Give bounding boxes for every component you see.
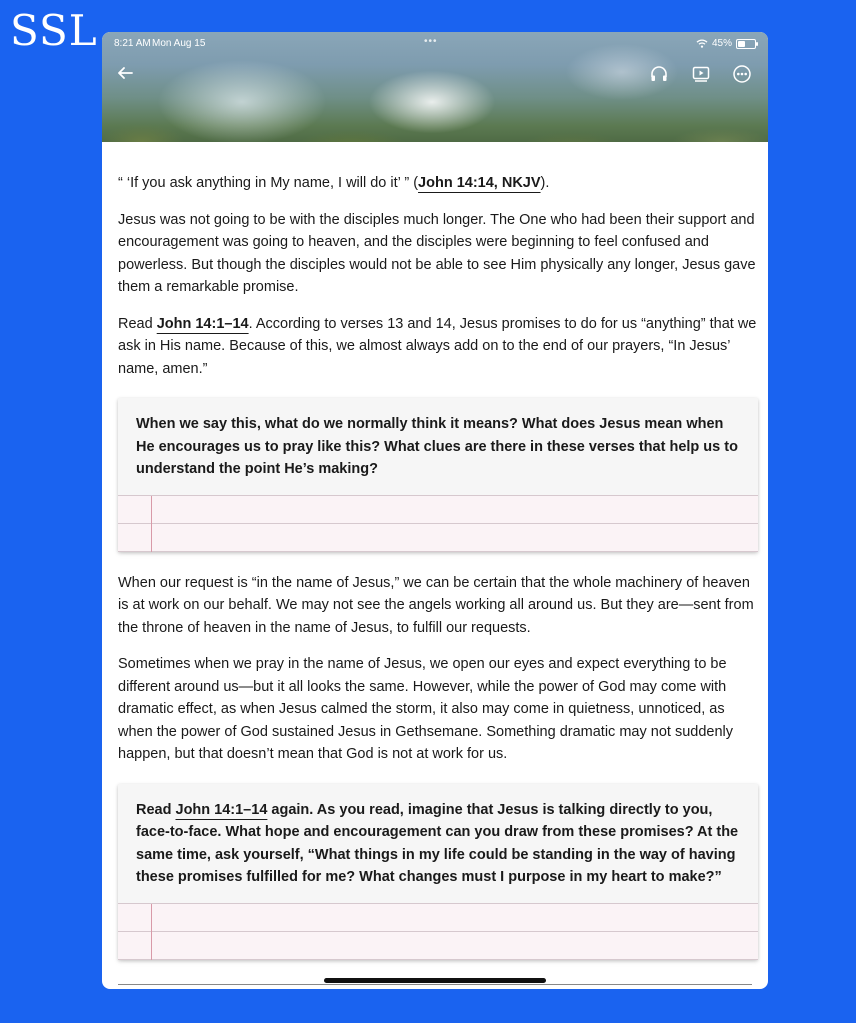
status-date: Mon Aug 15 [152,38,206,49]
question-text-start: Read [136,801,176,818]
answer-line [118,524,758,552]
question-card [118,784,758,960]
battery-percent: 45% [711,38,732,49]
more-icon[interactable] [732,64,752,84]
headphones-icon[interactable] [649,64,669,84]
play-video-icon[interactable] [691,64,711,84]
battery-icon [736,39,756,49]
answer-line [118,932,758,960]
question-text [118,784,758,903]
back-arrow-icon[interactable] [116,64,134,82]
divider [118,984,752,985]
bible-link[interactable]: John 14:1–14 [175,801,268,818]
wifi-icon [696,39,708,48]
answer-input[interactable] [118,903,758,960]
status-right [696,38,756,49]
answer-margin-line [151,904,152,960]
answer-input[interactable] [118,495,758,552]
answer-margin-line [151,496,152,552]
memory-text [118,172,758,195]
status-time: 8:21 AM [114,38,151,49]
paragraph-text: . According to verses 13 and 14, Jesus promises to do for us “anything” that we ask in His name. Because of this, we almost always add on to the end of our prayers, “In Jesus’ name, amen.” [118,315,757,377]
paragraph [118,313,758,381]
brand-logo: SSL [10,6,98,55]
header-image [102,32,768,142]
bible-link[interactable]: John 14:14, NKJV [418,175,541,191]
answer-line [118,496,758,524]
question-card [118,398,758,552]
header-image-rocks [102,102,768,142]
tablet-screen [102,32,768,989]
memory-text-quote: “ ‘If you ask anything in My name, I will do it’ ” ( [118,175,419,191]
paragraph-text: Read [118,315,157,332]
multitasking-dots-icon[interactable]: ••• [424,36,438,47]
memory-text-end: ). [540,175,550,191]
status-bar [114,38,756,52]
bible-link[interactable]: John 14:1–14 [156,315,249,332]
lesson-content [118,172,758,980]
paragraph: Jesus was not going to be with the disciples much longer. The One who had been their support and encouragement was going to heaven, and the disciples were beginning to feel confused and powerless. But though the disciples would not be able to see Him physically any longer, Jesus gave them a remarkable promise. [118,211,756,295]
question-text-rest: again. As you read, imagine that Jesus is talking directly to you, face-to-face. What hope and encouragement can you draw from these promises? At the same time, ask yourself, “What things in my life could be standing in the way of having these promises fulfilled for me? What changes must I purpose in my heart to make?” [136,801,739,885]
paragraph: Sometimes when we pray in the name of Jesus, we open our eyes and expect everything to be different around us—but it all looks the same. However, while the power of God may come with dramatic effect, as when Jesus calmed the storm, it also may come in quietness, unnoticed, as when the power of God sustained Jesus in Gethsemane. Something dramatic may not suddenly happen, but that doesn’t mean that God is not at work for us. [118,656,733,762]
question-text: When we say this, what do we normally think it means? What does Jesus mean when He encourages us to pray like this? What clues are there in these verses that help us to understand the point He’s making? [136,416,738,477]
home-indicator[interactable] [324,978,546,983]
answer-line [118,904,758,932]
paragraph: When our request is “in the name of Jesus,” we can be certain that the whole machinery of heaven is at work on our behalf. We may not see the angels working all around us. But they are—sent from the throne of heaven in the name of Jesus, to fulfill our requests. [118,574,754,636]
